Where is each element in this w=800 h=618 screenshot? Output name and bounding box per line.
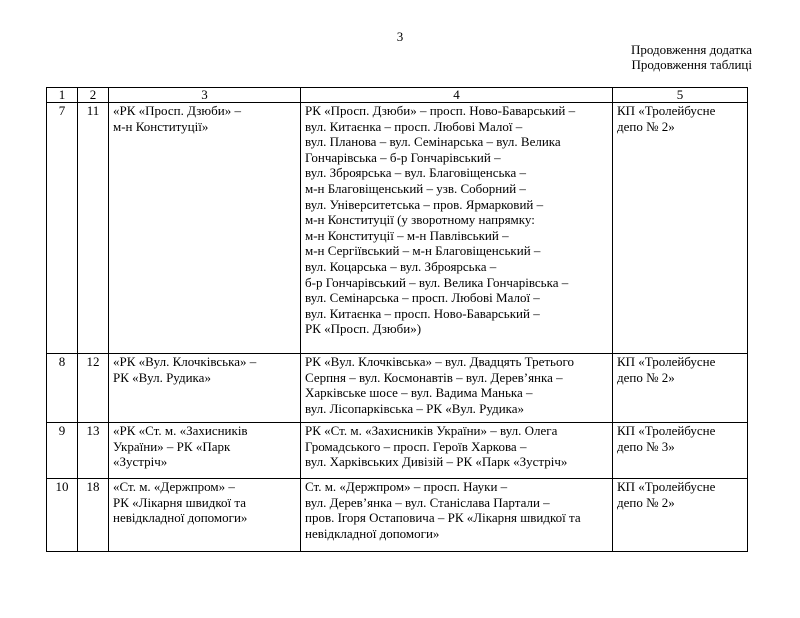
cell-line: РК «Просп. Дзюби» – просп. Ново-Баварський –: [305, 103, 576, 118]
cell-line: РК «Лікарня швидкої та: [113, 494, 247, 510]
cell-line: невідкладної допомоги»: [305, 525, 440, 541]
cell-line: РК «Ст. м. «Захисників України» – вул. Олега: [305, 423, 558, 438]
cell-line: вул. Китаєнка – просп. Ново-Баварський –: [305, 305, 540, 321]
column-header: 3: [109, 88, 301, 103]
cell-line: вул. Університетська – пров. Ярмарковий –: [305, 196, 544, 212]
route-number-cell: 11: [78, 103, 109, 354]
cell-line: м-н Сергіївський – м-н Благовіщенський –: [305, 243, 541, 259]
cell-line: РК «Просп. Дзюби»): [305, 321, 422, 337]
cell-line: РК «Вул. Рудика»: [113, 369, 211, 385]
cell-line: м-н Конституції – м-н Павлівський –: [305, 227, 509, 243]
cell-line: України» – РК «Парк: [113, 438, 231, 454]
route-name-cell: [109, 479, 301, 552]
operator-cell: [613, 479, 748, 552]
cell-line: Серпня – вул. Космонавтів – вул. Дерев’янка –: [305, 369, 563, 385]
appendix-continuation-note: Продовження додатка: [631, 42, 752, 57]
cell-line: вул. Зброярська – вул. Благовіщенська –: [305, 165, 527, 181]
column-header: 5: [613, 88, 748, 103]
cell-line: Ст. м. «Держпром» – просп. Науки –: [305, 479, 508, 494]
cell-line: депо № 2»: [617, 118, 675, 134]
row-number-cell: 10: [47, 479, 78, 552]
cell-line: вул. Харківських Дивізій – РК «Парк «Зустріч»: [305, 454, 568, 470]
header-row: [47, 88, 748, 103]
route-number-cell: 12: [78, 354, 109, 423]
table-row: [47, 354, 748, 423]
route-path-cell: [301, 354, 613, 423]
cell-line: б-р Гончарівський – вул. Велика Гончарівська –: [305, 274, 569, 290]
cell-line: «Ст. м. «Держпром» –: [113, 479, 235, 494]
column-header: 2: [78, 88, 109, 103]
cell-line: м-н Благовіщенський – узв. Соборний –: [305, 180, 526, 196]
cell-line: Гончарівська – б-р Гончарівський –: [305, 149, 501, 165]
operator-cell: [613, 354, 748, 423]
cell-line: пров. Ігоря Остаповича – РК «Лікарня швидкої та: [305, 510, 581, 526]
route-name-cell: [109, 103, 301, 354]
cell-line: м-н Конституції»: [113, 118, 209, 134]
cell-line: вул. Китаєнка – просп. Любові Малої –: [305, 118, 523, 134]
cell-line: вул. Лісопарківська – РК «Вул. Рудика»: [305, 400, 525, 416]
row-number-cell: 8: [47, 354, 78, 423]
route-number-cell: 18: [78, 479, 109, 552]
row-number-cell: 7: [47, 103, 78, 354]
cell-line: вул. Планова – вул. Семінарська – вул. Велика: [305, 134, 561, 150]
cell-line: «РК «Вул. Клочківська» –: [113, 354, 257, 369]
table-row: [47, 103, 748, 354]
column-header: 4: [301, 88, 613, 103]
route-path-cell: [301, 423, 613, 479]
operator-cell: [613, 423, 748, 479]
cell-line: вул. Семінарська – просп. Любові Малої –: [305, 290, 540, 306]
cell-line: вул. Коцарська – вул. Зброярська –: [305, 258, 497, 274]
route-name-cell: [109, 354, 301, 423]
cell-line: «РК «Просп. Дзюби» –: [113, 103, 241, 118]
cell-line: депо № 2»: [617, 494, 675, 510]
route-path-cell: [301, 479, 613, 552]
cell-line: Харківське шосе – вул. Вадима Манька –: [305, 385, 533, 401]
table-row: [47, 423, 748, 479]
page-number: 3: [396, 29, 404, 44]
routes-table: [46, 87, 748, 552]
cell-line: РК «Вул. Клочківська» – вул. Двадцять Третього: [305, 354, 574, 369]
cell-line: КП «Тролейбусне: [617, 479, 716, 494]
cell-line: депо № 2»: [617, 369, 675, 385]
table-row: [47, 479, 748, 552]
operator-cell: [613, 103, 748, 354]
column-header: 1: [47, 88, 78, 103]
cell-line: вул. Дерев’янка – вул. Станіслава Партали –: [305, 494, 550, 510]
route-number-cell: 13: [78, 423, 109, 479]
cell-line: м-н Конституції (у зворотному напрямку:: [305, 212, 535, 228]
route-name-cell: [109, 423, 301, 479]
cell-line: «РК «Ст. м. «Захисників: [113, 423, 248, 438]
cell-line: «Зустріч»: [113, 454, 168, 470]
row-number-cell: 9: [47, 423, 78, 479]
route-path-cell: [301, 103, 613, 354]
cell-line: депо № 3»: [617, 438, 675, 454]
cell-line: КП «Тролейбусне: [617, 103, 716, 118]
cell-line: невідкладної допомоги»: [113, 510, 248, 526]
cell-line: КП «Тролейбусне: [617, 354, 716, 369]
table-continuation-note: Продовження таблиці: [631, 57, 752, 72]
cell-line: КП «Тролейбусне: [617, 423, 716, 438]
cell-line: Громадського – просп. Героїв Харкова –: [305, 438, 527, 454]
continuation-notes: [631, 42, 752, 72]
